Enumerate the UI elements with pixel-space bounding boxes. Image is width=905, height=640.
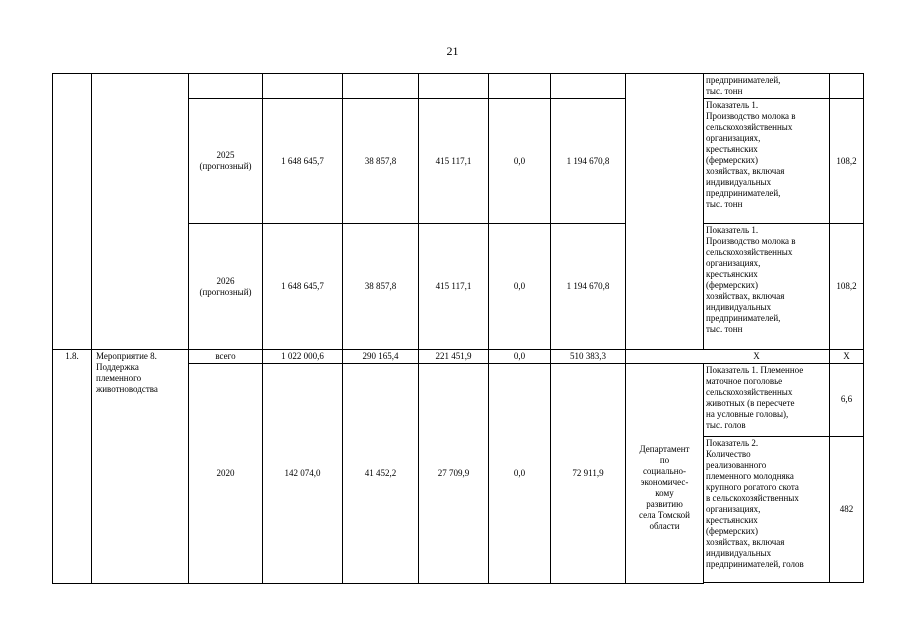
cont-total-cell [263,74,343,99]
measure-num-cell: 1.8. [53,349,92,583]
indicator-cell: Показатель 2. Количество реализованного племенного молодняка крупного рогатого скота в сельскохозяйственных организациях, крестьянских (фермерских) хозяйствах, включая индивидуальных предпринимателей, голов [704,437,830,583]
federal-cell: 41 452,2 [343,363,419,583]
other-cell: 1 194 670,8 [551,99,626,224]
table-row [53,349,864,363]
cont-name-cell [92,74,189,350]
cont-executor-cell [626,74,704,350]
federal-cell: 38 857,8 [343,99,419,224]
cont-num-cell [53,74,92,350]
regional-cell: 415 117,1 [419,99,489,224]
indicator-tail: предпринимателей, тыс. тонн [704,74,830,99]
spacer-cell [830,583,864,584]
executor-x-cell: Х [626,349,830,363]
cont-federal-cell [343,74,419,99]
value-x-cell: Х [830,349,864,363]
local-cell: 0,0 [489,363,551,583]
cont-value-cell [830,74,864,99]
year-cell: 2020 [189,363,263,583]
local-cell: 0,0 [489,224,551,349]
indicator-value-cell: 482 [830,437,864,583]
indicator-value-cell: 108,2 [830,224,864,349]
cont-other-cell [551,74,626,99]
indicator-cell: Показатель 1. Производство молока в сельскохозяйственных организациях, крестьянских (фермерских) хозяйствах, включая индивидуальных предпринимателей, тыс. тонн [704,99,830,224]
page-number: 21 [446,44,459,58]
cont-year-cell [189,74,263,99]
cont-regional-cell [419,74,489,99]
indicator-value-cell: 6,6 [830,363,864,436]
total-cell: 1 648 645,7 [263,99,343,224]
indicator-cell: Показатель 1. Племенное маточное поголовье сельскохозяйственных животных (в пересчете на условные головы), тыс. голов [704,363,830,436]
spacer-cell [704,583,830,584]
indicator-cell: Показатель 1. Производство молока в сельскохозяйственных организациях, крестьянских (фермерских) хозяйствах, включая индивидуальных предпринимателей, тыс. тонн [704,224,830,349]
year-cell: 2026 (прогнозный) [189,224,263,349]
federal-cell: 38 857,8 [343,224,419,349]
local-cell: 0,0 [489,99,551,224]
cont-local-cell [489,74,551,99]
measure-name-cell: Мероприятие 8. Поддержка племенного животноводства [92,349,189,583]
other-cell: 1 194 670,8 [551,224,626,349]
other-cell: 510 383,3 [551,349,626,363]
total-cell: 1 648 645,7 [263,224,343,349]
total-cell: 1 022 000,6 [263,349,343,363]
federal-cell: 290 165,4 [343,349,419,363]
other-cell: 72 911,9 [551,363,626,583]
regional-cell: 221 451,9 [419,349,489,363]
regional-cell: 27 709,9 [419,363,489,583]
table-row [53,74,864,99]
indicator-value-cell: 108,2 [830,99,864,224]
executor-cell: Департамент по социально- экономичес- кому развитию села Томской области [626,363,704,583]
total-cell: 142 074,0 [263,363,343,583]
local-cell: 0,0 [489,349,551,363]
budget-table [52,73,864,584]
regional-cell: 415 117,1 [419,224,489,349]
total-label-cell: всего [189,349,263,363]
year-cell: 2025 (прогнозный) [189,99,263,224]
